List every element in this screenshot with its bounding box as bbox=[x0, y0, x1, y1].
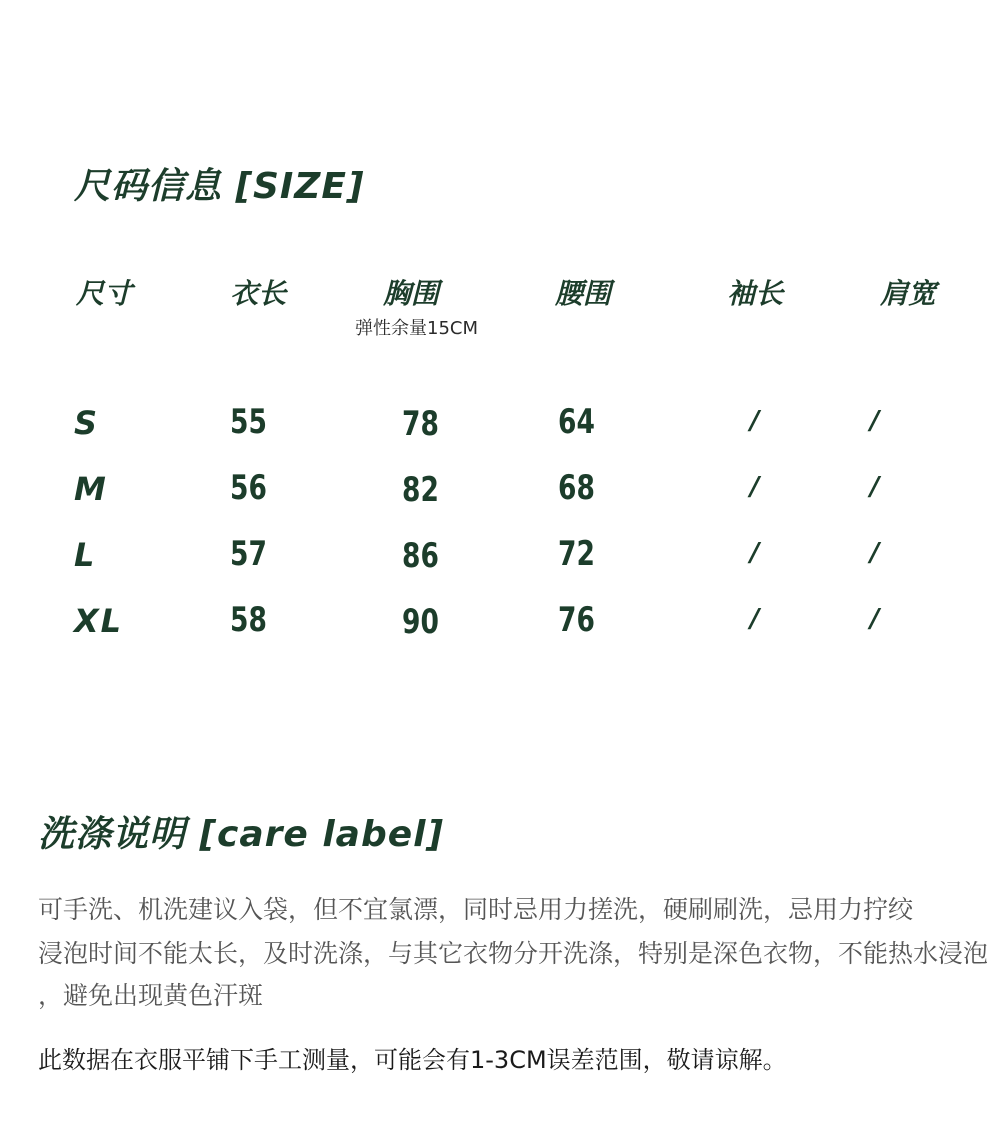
length-cell: 55 bbox=[230, 402, 267, 442]
waist-cell: 72 bbox=[558, 534, 595, 574]
shoulder-cell: / bbox=[870, 604, 880, 634]
care-line: 浸泡时间不能太长，及时洗涤，与其它衣物分开洗涤，特别是深色衣物，不能热水浸泡 bbox=[38, 939, 989, 968]
shoulder-cell: / bbox=[870, 472, 880, 502]
size-section-title: 尺码信息 [SIZE] bbox=[74, 166, 365, 207]
sleeve-cell: / bbox=[750, 538, 760, 568]
sleeve-cell: / bbox=[750, 472, 760, 502]
waist-cell: 64 bbox=[558, 402, 595, 442]
size-cell: L bbox=[74, 536, 97, 574]
chest-cell: 78 bbox=[402, 404, 439, 444]
care-section-title: 洗涤说明 [care label] bbox=[38, 814, 444, 855]
size-cell: XL bbox=[74, 602, 124, 640]
length-cell: 58 bbox=[230, 600, 267, 640]
care-line: 可手洗、机洗建议入袋，但不宜氯漂，同时忌用力搓洗，硬刷刷洗，忌用力拧绞 bbox=[38, 895, 914, 924]
sleeve-cell: / bbox=[750, 406, 760, 436]
col-header-length: 衣长 bbox=[230, 277, 287, 310]
col-header-size: 尺寸 bbox=[76, 277, 133, 310]
chest-cell: 82 bbox=[402, 470, 439, 510]
size-cell: S bbox=[74, 404, 100, 442]
shoulder-cell: / bbox=[870, 538, 880, 568]
size-cell: M bbox=[74, 470, 108, 508]
chest-cell: 90 bbox=[402, 602, 439, 642]
length-cell: 56 bbox=[230, 468, 267, 508]
chest-elastic-note: 弹性余量15CM bbox=[355, 318, 479, 339]
waist-cell: 76 bbox=[558, 600, 595, 640]
col-header-chest: 胸围 bbox=[383, 277, 440, 310]
chest-cell: 86 bbox=[402, 536, 439, 576]
sleeve-cell: / bbox=[750, 604, 760, 634]
length-cell: 57 bbox=[230, 534, 267, 574]
col-header-waist: 腰围 bbox=[555, 277, 612, 310]
shoulder-cell: / bbox=[870, 406, 880, 436]
measurement-note: 此数据在衣服平铺下手工测量，可能会有1-3CM误差范围，敬请谅解。 bbox=[38, 1046, 787, 1074]
care-line: ，避免出现黄色汗斑 bbox=[38, 981, 264, 1010]
col-header-shoulder: 肩宽 bbox=[880, 277, 937, 310]
waist-cell: 68 bbox=[558, 468, 595, 508]
col-header-sleeve: 袖长 bbox=[727, 277, 784, 310]
